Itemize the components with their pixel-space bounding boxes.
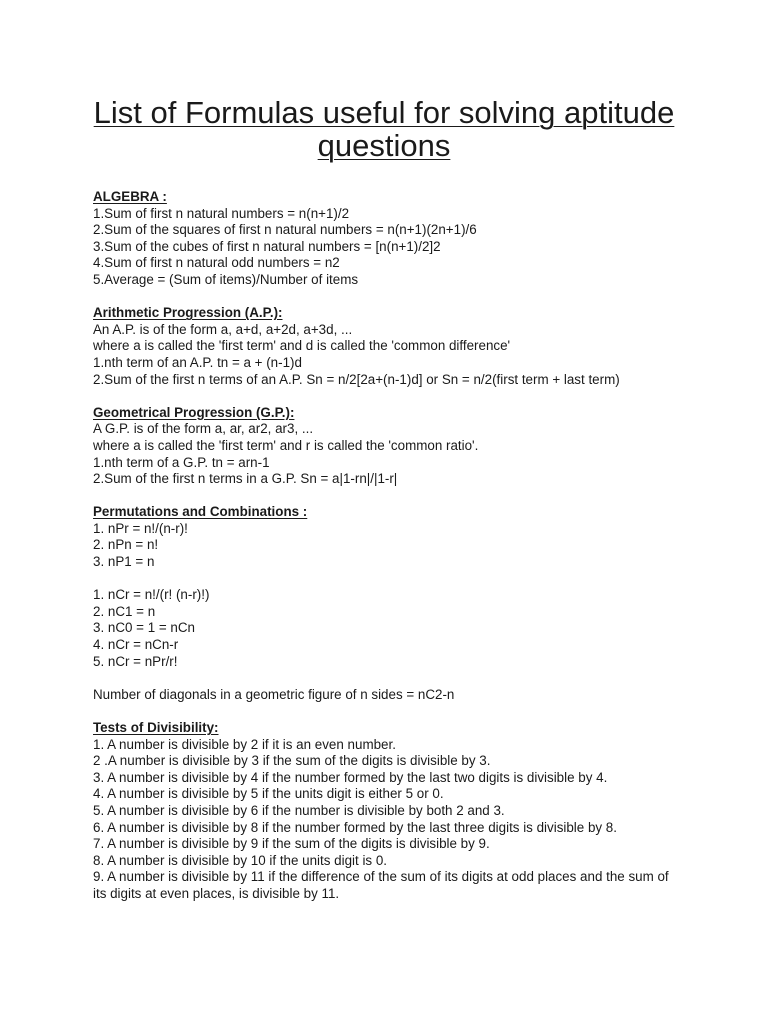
formula-line: where a is called the 'first term' and r is called the 'common ratio'. [93,437,479,453]
section-heading: Permutations and Combinations : [93,504,308,520]
formula-line: An A.P. is of the form a, a+d, a+2d, a+3d, ... [93,321,353,337]
section-heading: Tests of Divisibility: [93,720,219,735]
document-body [93,189,733,919]
rule-line: 1. A number is divisible by 2 if it is an even number. [93,736,396,752]
formula-line: 1.nth term of a G.P. tn = arn-1 [93,454,270,470]
formula-line: 2. nPn = n! [93,537,159,553]
formula-line: 3.Sum of the cubes of first n natural numbers = [n(n+1)/2]2 [93,238,441,254]
rule-line: 7. A number is divisible by 9 if the sum of the digits is divisible by 9. [93,836,490,852]
formula-line: 2.Sum of the first n terms in a G.P. Sn = a|1-rn|/|1-r| [93,471,398,487]
rule-line: 8. A number is divisible by 10 if the units digit is 0. [93,852,388,868]
formula-line: 1. nCr = n!/(r! (n-r)!) [93,587,210,603]
formula-line: 2.Sum of the squares of first n natural numbers = n(n+1)(2n+1)/6 [93,222,477,238]
formula-line: 3. nP1 = n [93,554,155,570]
formula-line: Number of diagonals in a geometric figure of n sides = nC2-n [93,686,455,702]
formula-line: 1. nPr = n!/(n-r)! [93,520,188,536]
formula-line: 4.Sum of first n natural odd numbers = n2 [93,255,340,271]
rule-line: 5. A number is divisible by 6 if the number is divisible by both 2 and 3. [93,802,505,818]
rule-line: 9. A number is divisible by 11 if the difference of the sum of its digits at odd places and the sum of its digits at even places, is divisible by 11. [93,869,669,901]
formula-line: A G.P. is of the form a, ar, ar2, ar3, ... [93,421,314,437]
section-arithmetic-progression [93,305,733,388]
section-divisibility [93,720,733,903]
section-diagonals [93,687,733,704]
section-geometric-progression [93,405,733,488]
section-permutations [93,504,733,570]
formula-line: 3. nC0 = 1 = nCn [93,620,195,636]
formula-line: 2.Sum of the first n terms of an A.P. Sn = n/2[2a+(n-1)d] or Sn = n/2(first term + last term) [93,371,620,387]
page-title: List of Formulas useful for solving aptitude questions [93,95,675,163]
formula-line: 1.nth term of an A.P. tn = a + (n-1)d [93,354,302,370]
formula-line: 4. nCr = nCn-r [93,637,179,653]
rule-line: 3. A number is divisible by 4 if the number formed by the last two digits is divisible by 4. [93,769,608,785]
formula-line: 2. nC1 = n [93,603,156,619]
section-combinations [93,587,733,670]
rule-line: 6. A number is divisible by 8 if the number formed by the last three digits is divisible by 8. [93,819,617,835]
rule-line: 2 .A number is divisible by 3 if the sum of the digits is divisible by 3. [93,753,491,769]
section-heading: Geometrical Progression (G.P.): [93,404,295,420]
formula-line: 1.Sum of first n natural numbers = n(n+1)/2 [93,205,350,221]
formula-line: 5.Average = (Sum of items)/Number of items [93,271,359,287]
section-algebra [93,189,733,289]
rule-line: 4. A number is divisible by 5 if the units digit is either 5 or 0. [93,786,444,802]
section-heading: Arithmetic Progression (A.P.): [93,305,283,321]
section-heading: ALGEBRA : [93,189,167,204]
formula-line: where a is called the 'first term' and d is called the 'common difference' [93,338,511,354]
formula-line: 5. nCr = nPr/r! [93,653,178,669]
